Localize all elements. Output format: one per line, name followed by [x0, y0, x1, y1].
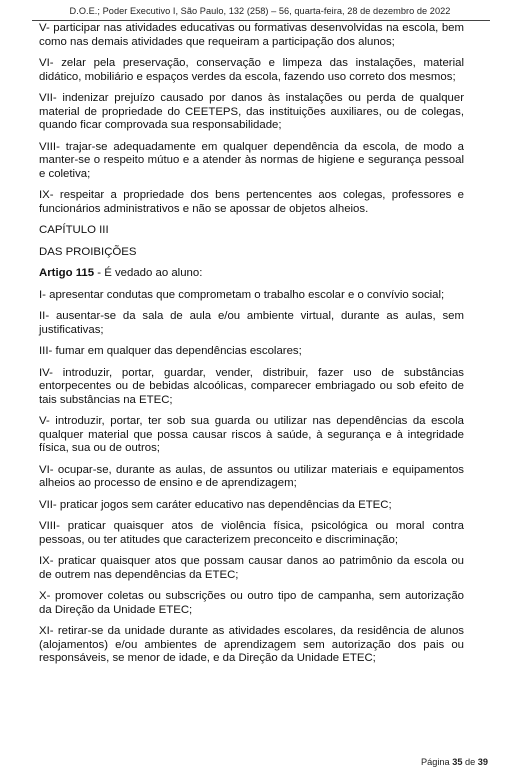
list-item: II- ausentar-se da sala de aula e/ou ambiente virtual, durante as aulas, sem justificativas; [39, 310, 464, 336]
list-item: VI- ocupar-se, durante as aulas, de assuntos ou utilizar materiais e equipamentos alheios ao processo de ensino e de aprendizagem; [39, 463, 464, 489]
chapter-title: DAS PROIBIÇÕES [39, 245, 137, 258]
list-item: X- promover coletas ou subscrições ou outro tipo de campanha, sem autorização da Direção da Unidade ETEC; [39, 590, 464, 616]
page-separator: de [462, 757, 478, 767]
total-pages: 39 [477, 757, 488, 767]
document-body [39, 22, 464, 666]
list-item: III- fumar em qualquer das dependências escolares; [39, 345, 302, 357]
list-item: V- introduzir, portar, ter sob sua guarda ou utilizar nas dependências da escola qualquer material que possa causar riscos à saúde, à segurança e à integridade física, sua ou de outros; [39, 415, 464, 454]
list-item: VII- praticar jogos sem caráter educativo nas dependências da ETEC; [39, 498, 392, 511]
paragraph: VII- indenizar prejuízo causado por danos às instalações ou perda de qualquer material de propriedade do CEETEPS, das instituições auxiliares, ou de colegas, quando ficar comprovada sua responsabilidade; [39, 92, 464, 131]
page-header: D.O.E.; Poder Executivo I, São Paulo, 132 (258) – 56, quarta-feira, 28 de dezembro de 2022 [69, 6, 451, 16]
paragraph: VI- zelar pela preservação, conservação e limpeza das instalações, material didático, mobiliário e espaços verdes da escola, fazendo uso correto dos mesmos; [39, 57, 464, 83]
article-label: Artigo 115 [39, 267, 95, 279]
page-prefix: Página [421, 757, 453, 767]
list-item: IX- praticar quaisquer atos que possam causar danos ao patrimônio da escola ou de outrem nas dependências da ETEC; [39, 555, 464, 581]
chapter-heading: CAPÍTULO III [39, 224, 109, 236]
paragraph: VIII- trajar-se adequadamente em qualquer dependência da escola, de modo a manter-se o respeito mútuo e a atender às normas de higiene e segurança pessoal e coletiva; [39, 140, 464, 180]
paragraph: IX- respeitar a propriedade dos bens pertencentes aos colegas, professores e funcionários administrativos e não se apossar de objetos alheios. [39, 189, 464, 215]
page-number [421, 757, 488, 767]
list-item: XI- retirar-se da unidade durante as atividades escolares, da residência de alunos (alojamentos) e/ou ambientes de aprendizagem sem autorização dos pais ou responsáveis, se menor de idade, e da Direção da Unidade ETEC; [39, 625, 464, 664]
current-page: 35 [452, 757, 463, 767]
paragraph: V- participar nas atividades educativas ou formativas desenvolvidas na escola, bem como nas demais atividades que requeiram a participação dos alunos; [39, 22, 464, 48]
list-item: IV- introduzir, portar, guardar, vender, distribuir, fazer uso de substâncias entorpecentes ou de bebidas alcoólicas, comparecer embriagado ou sob efeito de tais substâncias na ETEC; [39, 366, 464, 406]
article-heading [39, 267, 464, 281]
list-item: VIII- praticar quaisquer atos de violência física, psicológica ou moral contra pessoas, ou ter atitudes que caracterizem preconceito e discriminação; [39, 520, 464, 546]
article-text: - É vedado ao aluno: [94, 267, 203, 279]
list-item: I- apresentar condutas que comprometam o trabalho escolar e o convívio social; [39, 288, 445, 301]
header-divider [32, 20, 490, 21]
